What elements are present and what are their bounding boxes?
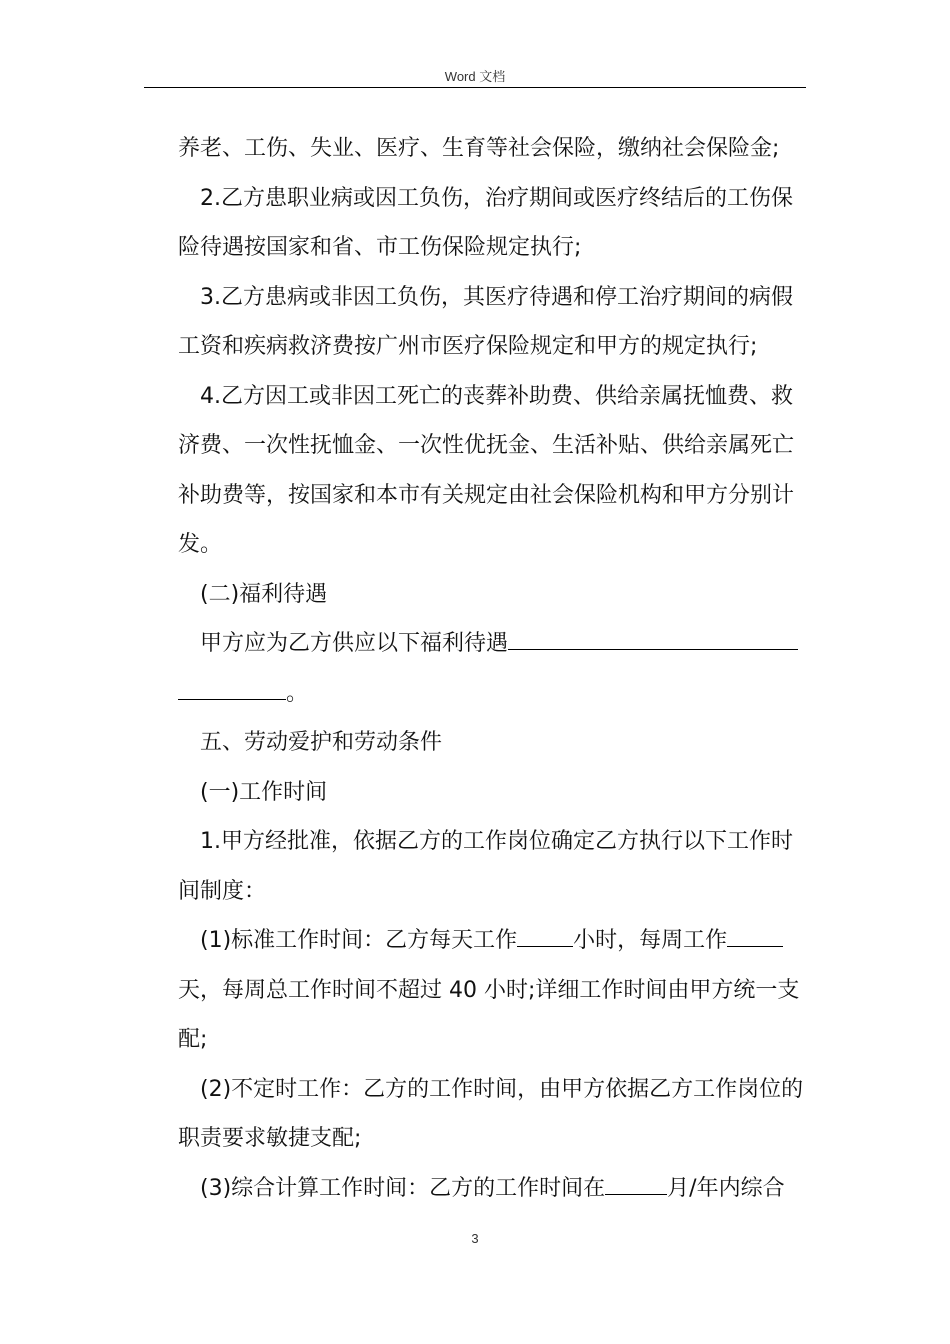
page-header: Word 文档 [444, 69, 506, 84]
fill-in-blank [508, 631, 798, 650]
paragraph-line: 济费、一次性抚恤金、一次性优抚金、生活补贴、供给亲属死亡 [178, 433, 795, 458]
paragraph-line: 4.乙方因工或非因工死亡的丧葬补助费、供给亲属抚恤费、救 [200, 383, 793, 409]
line-text: (3)综合计算工作时间：乙方的工作时间在 [200, 1175, 606, 1201]
paragraph-line: 工资和疾病救济费按广州市医疗保险规定和甲方的规定执行; [178, 334, 758, 359]
page-number: 3 [471, 1231, 479, 1246]
paragraph-line: 天，每周总工作时间不超过 40 小时;详细工作时间由甲方统一支 [178, 977, 800, 1003]
paragraph-line: 补助费等，按国家和本市有关规定由社会保险机构和甲方分别计 [178, 482, 795, 508]
fill-in-blank [517, 928, 573, 947]
paragraph-line: 间制度： [178, 878, 267, 904]
paragraph-line: 2.乙方患职业病或因工负伤，治疗期间或医疗终结后的工伤保 [200, 185, 793, 211]
fill-in-blank [727, 928, 783, 947]
paragraph-line [178, 619, 806, 669]
paragraph-line: 养老、工伤、失业、医疗、生育等社会保险，缴纳社会保险金; [178, 136, 780, 161]
paragraph-line [178, 916, 806, 966]
document-body [178, 124, 806, 1213]
header-divider [144, 87, 806, 88]
line-text: 甲方应为乙方供应以下福利待遇 [200, 631, 509, 656]
line-text: 月/年内综合 [667, 1175, 785, 1201]
paragraph-line [178, 669, 806, 719]
paragraph-line: 职责要求敏捷支配; [178, 1126, 362, 1151]
paragraph-line: 3.乙方患病或非因工负伤，其医疗待遇和停工治疗期间的病假 [200, 284, 793, 310]
section-heading: (二)福利待遇 [200, 581, 328, 607]
line-text: (1)标准工作时间：乙方每天工作 [200, 928, 518, 953]
paragraph-line: 1.甲方经批准，依据乙方的工作岗位确定乙方执行以下工作时 [200, 829, 793, 854]
line-text: 。 [286, 680, 309, 706]
paragraph-line: 险待遇按国家和省、市工伤保险规定执行; [178, 235, 582, 260]
fill-in-blank [178, 681, 286, 700]
paragraph-line: 发。 [178, 532, 223, 557]
section-heading: 五、劳动爱护和劳动条件 [200, 730, 443, 755]
line-text: 小时，每周工作 [573, 928, 728, 953]
paragraph-line [178, 1164, 806, 1214]
paragraph-line: (2)不定时工作：乙方的工作时间，由甲方依据乙方工作岗位的 [200, 1076, 804, 1102]
paragraph-line: 配; [178, 1027, 208, 1052]
fill-in-blank [605, 1176, 667, 1195]
section-heading: (一)工作时间 [200, 779, 328, 805]
